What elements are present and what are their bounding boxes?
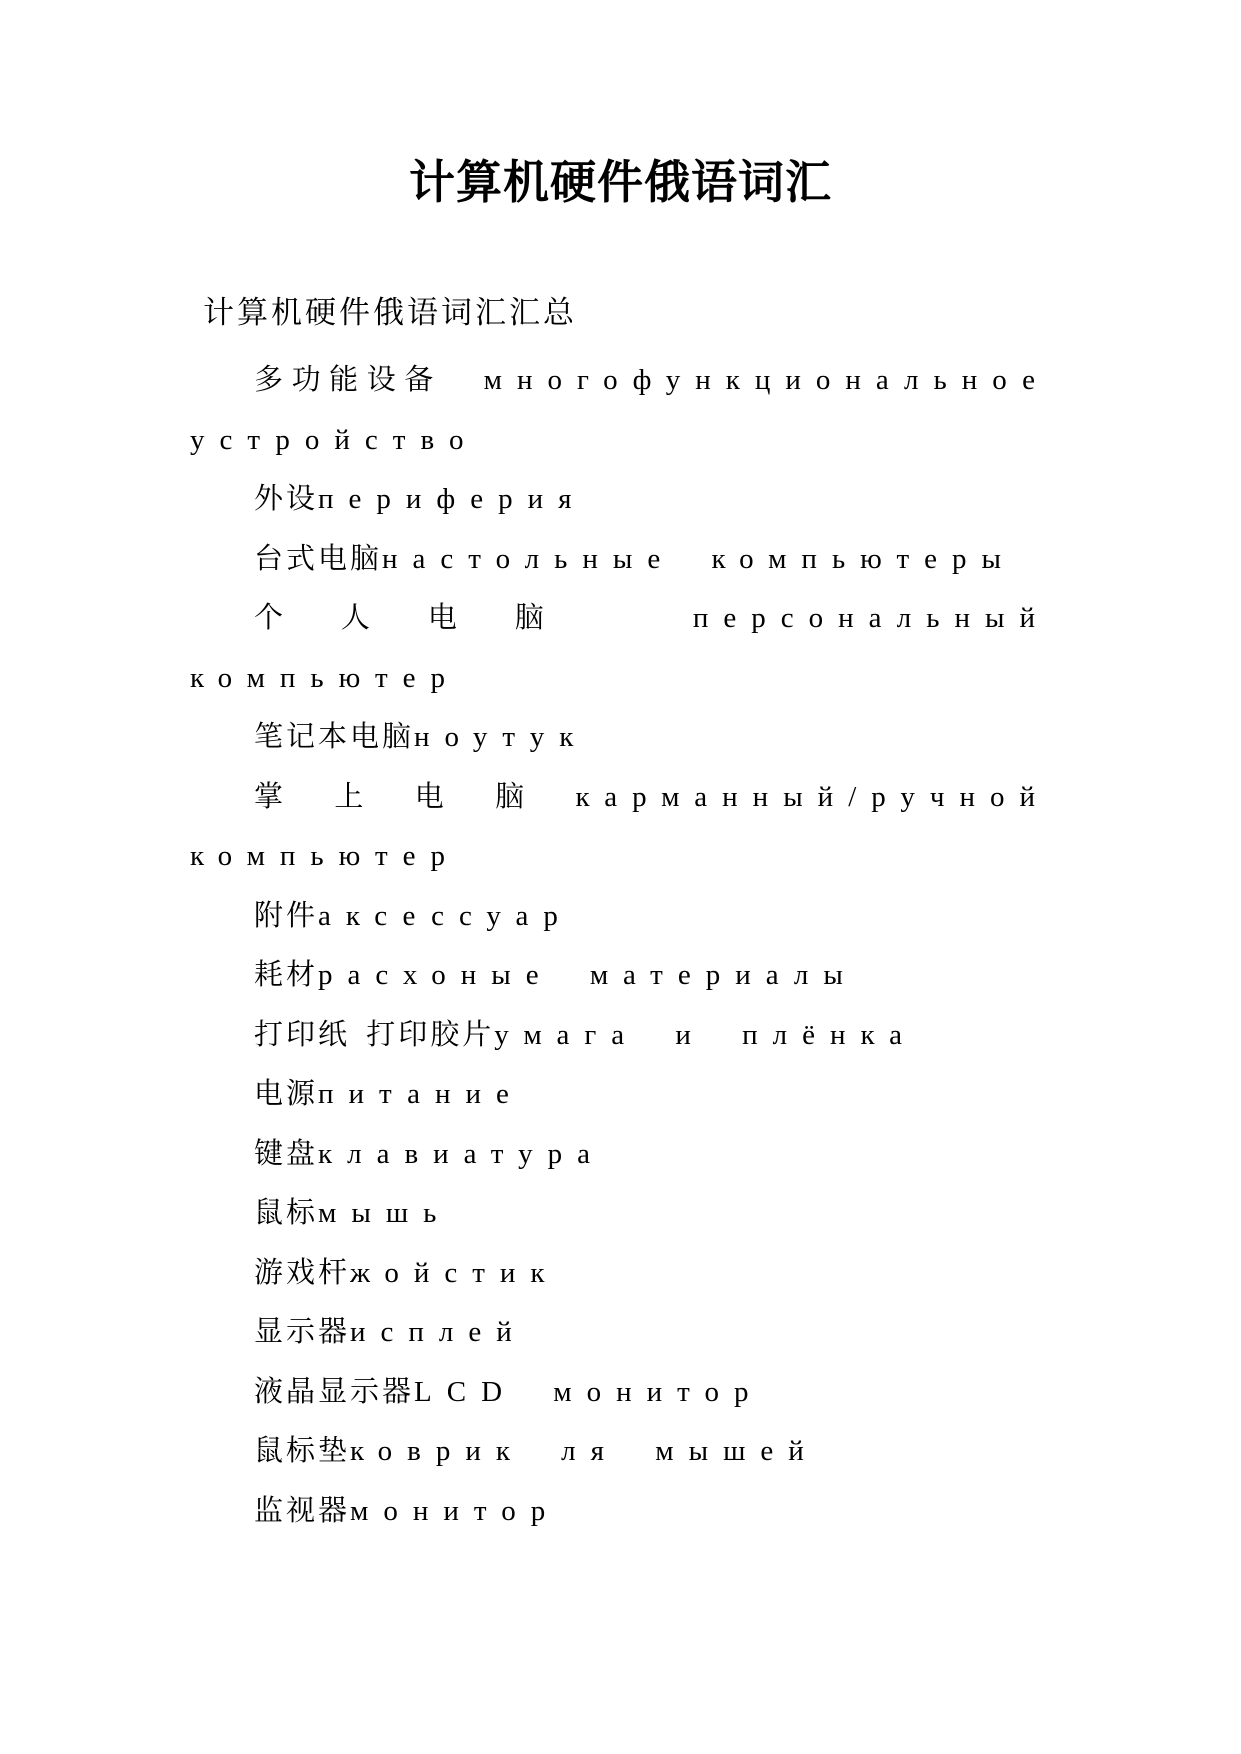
vocabulary-entry: [190, 1302, 1050, 1362]
chinese-term: 键盘: [254, 1135, 319, 1170]
chinese-term: 笔记本电脑: [254, 719, 415, 753]
vocabulary-entry: [190, 1005, 1050, 1065]
russian-term: жойстик: [350, 1256, 560, 1289]
vocabulary-entry: [190, 1064, 1050, 1124]
vocabulary-entry: [190, 1421, 1050, 1481]
chinese-term: 游戏杆: [254, 1254, 351, 1289]
russian-term: питание: [318, 1078, 524, 1110]
vocabulary-entry: [190, 767, 1050, 886]
russian-term: аксессуар: [318, 899, 573, 932]
vocabulary-entry: [190, 1124, 1050, 1184]
chinese-term: 外设: [254, 481, 319, 515]
vocabulary-entry: [190, 529, 1050, 589]
russian-term: настольные компьютеры: [382, 542, 1016, 575]
russian-term: периферия: [318, 483, 587, 515]
chinese-term: 液晶显示器: [254, 1373, 415, 1408]
vocabulary-entry: [190, 588, 1050, 707]
vocabulary-entry: [190, 469, 1050, 529]
document-subtitle: 计算机硬件俄语词汇汇总: [203, 295, 577, 331]
chinese-term: 电源: [254, 1076, 319, 1110]
vocabulary-entry: [190, 1243, 1050, 1303]
russian-term: исплей: [350, 1316, 527, 1348]
vocabulary-entry: [190, 1183, 1050, 1243]
russian-term: ноутук: [414, 721, 589, 753]
chinese-term: 附件: [254, 897, 319, 932]
vocabulary-entry: [190, 1362, 1050, 1422]
vocabulary-entry: [190, 350, 1050, 469]
chinese-term: 个人电脑: [254, 600, 602, 634]
chinese-term: 鼠标: [254, 1195, 319, 1229]
chinese-term: 显示器: [254, 1314, 351, 1348]
chinese-term: 监视器: [254, 1492, 351, 1527]
chinese-term: 掌上电脑: [254, 778, 576, 813]
russian-term: LCD монитор: [414, 1375, 764, 1408]
russian-term: персональный компьютер: [190, 602, 1050, 694]
vocabulary-entry: [190, 945, 1050, 1005]
chinese-term: 多功能设备: [254, 362, 442, 396]
chinese-term: 耗材: [254, 957, 319, 991]
russian-term: умага и плёнка: [494, 1018, 918, 1051]
vocabulary-entry: [190, 707, 1050, 767]
russian-term: коврик ля мышей: [350, 1435, 819, 1467]
chinese-term: 打印纸 打印胶片: [254, 1016, 495, 1051]
russian-term: многофункциональное устройство: [190, 364, 1050, 456]
russian-term: карманный/ручной компьютер: [190, 780, 1050, 872]
vocabulary-list: [190, 350, 1050, 1540]
vocabulary-entry: [190, 1481, 1050, 1541]
document-title: 计算机硬件俄语词汇: [409, 155, 832, 209]
russian-term: мышь: [318, 1197, 452, 1229]
chinese-term: 台式电脑: [254, 540, 383, 575]
chinese-term: 鼠标垫: [254, 1433, 351, 1467]
russian-term: клавиатура: [318, 1137, 605, 1170]
vocabulary-entry: [190, 886, 1050, 946]
russian-term: монитор: [350, 1494, 561, 1527]
russian-term: расхоные материалы: [318, 959, 858, 991]
